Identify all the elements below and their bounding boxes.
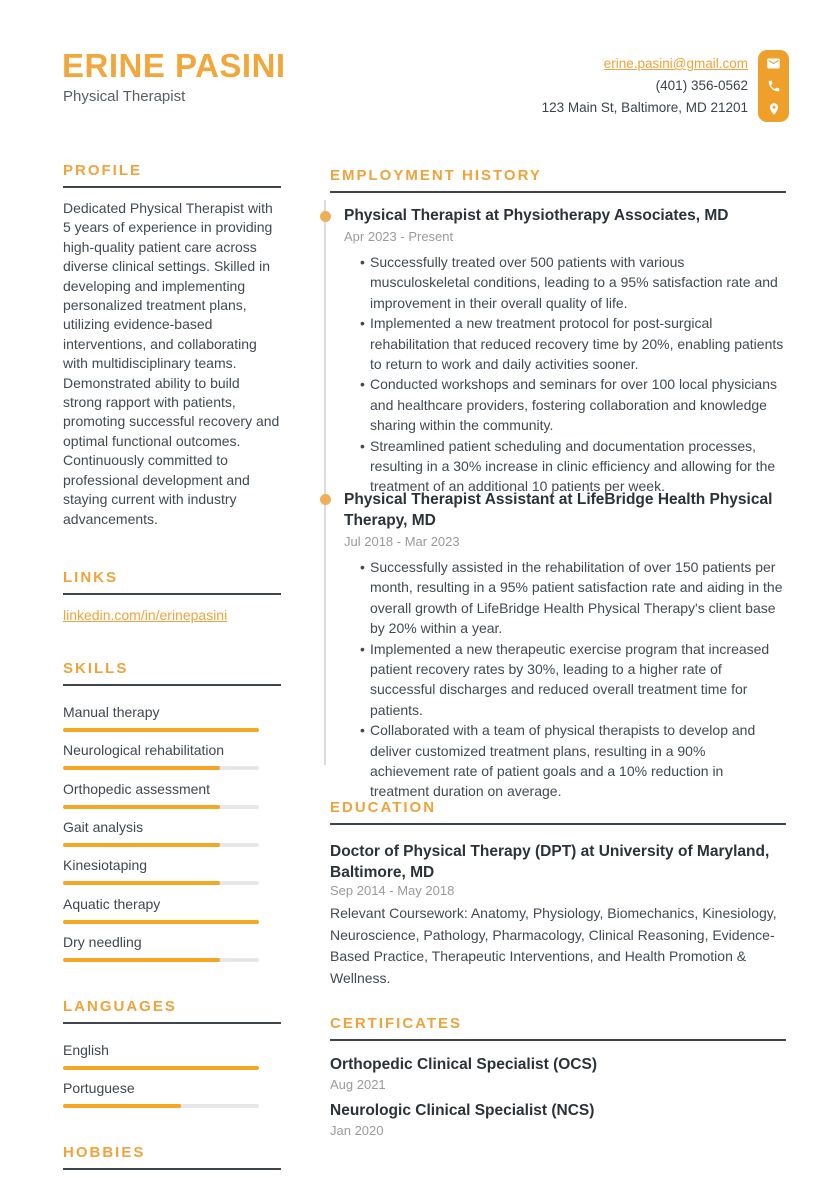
phone-number: (401) 356-0562 xyxy=(655,78,748,93)
contact-block xyxy=(542,53,748,119)
job-bullet: • Collaborated with a team of physical therapists to develop and deliver customized treatment plans, resulting in a 90% achievement rate of patient goals and a 10% reduction in treatment duration on average. xyxy=(344,720,786,802)
person-job-title: Physical Therapist xyxy=(63,88,186,105)
skill-bar-track xyxy=(63,766,259,770)
link-item xyxy=(63,607,281,625)
job-bullet: • Implemented a new treatment protocol for post-surgical rehabilitation that reduced recovery time by 20%, enabling patients to return to work and daily activities sooner. xyxy=(344,313,786,374)
degree-title: Doctor of Physical Therapy (DPT) at University of Maryland, Baltimore, MD xyxy=(330,843,770,881)
skill-item xyxy=(63,933,281,962)
skill-label: Kinesiotaping xyxy=(63,857,148,873)
skills-heading: SKILLS xyxy=(63,662,281,686)
timeline-dot xyxy=(320,494,331,505)
skill-bar-track xyxy=(63,881,259,885)
language-bar-track xyxy=(63,1066,259,1070)
skill-bar-track xyxy=(63,920,259,924)
skill-item xyxy=(63,895,281,924)
skill-item xyxy=(63,818,281,847)
timeline-dot xyxy=(320,211,331,222)
job-title: Physical Therapist at Physiotherapy Associates, MD xyxy=(344,207,729,224)
skill-bar-track xyxy=(63,805,259,809)
skill-item xyxy=(63,856,281,885)
person-name: ERINE PASINI xyxy=(62,47,286,84)
job-bullet: • Implemented a new therapeutic exercise program that increased patient recovery rates by 30%, leading to a higher rate of successful discharges and reduced overall treatment time for patients. xyxy=(344,639,786,721)
skill-label: Dry needling xyxy=(63,934,142,950)
skill-label: Gait analysis xyxy=(63,819,144,835)
certificate-title: Orthopedic Clinical Specialist (OCS) xyxy=(330,1056,597,1073)
skill-bar-fill xyxy=(63,958,220,962)
skill-bar-fill xyxy=(63,881,220,885)
location-pin-icon xyxy=(767,102,781,116)
language-label: Portuguese xyxy=(63,1080,135,1096)
skill-item xyxy=(63,703,281,732)
job-entry xyxy=(344,489,786,802)
skill-bar-track xyxy=(63,843,259,847)
language-bar-fill xyxy=(63,1104,181,1108)
skill-label: Orthopedic assessment xyxy=(63,781,211,797)
job-dates: Jul 2018 - Mar 2023 xyxy=(344,534,460,549)
certificate-entry xyxy=(330,1055,786,1093)
job-title: Physical Therapist Assistant at LifeBridge Health Physical Therapy, MD xyxy=(344,491,773,529)
job-bullet: • Conducted workshops and seminars for over 100 local physicians and healthcare providers, fostering collaboration and knowledge sharing within the community. xyxy=(344,374,786,435)
skill-bar-fill xyxy=(63,766,220,770)
language-item xyxy=(63,1041,281,1070)
skill-item xyxy=(63,741,281,770)
linkedin-link[interactable]: linkedin.com/in/erinepasini xyxy=(63,607,228,623)
skill-bar-fill xyxy=(63,920,259,924)
profile-heading: PROFILE xyxy=(63,164,281,188)
certificates-heading: CERTIFICATES xyxy=(330,1017,786,1041)
hobbies-heading: HOBBIES xyxy=(63,1146,281,1170)
phone-icon xyxy=(767,79,781,93)
profile-text: Dedicated Physical Therapist with 5 years of experience in providing high-quality patient care across diverse clinical settings. Skilled in developing and implementing personalized treatment plans, utilizing evidence-based interventions, and collaborating with multidisciplinary teams. Demonstrated ability to build strong rapport with patients, promoting successful recovery and optimal functional outcomes. Continuously committed to professional development and staying current with industry advancements. xyxy=(63,200,280,527)
job-bullet: • Successfully assisted in the rehabilitation of over 150 patients per month, resulting in a 95% patient satisfaction rate and aiding in the overall growth of LifeBridge Health Physical Therapy's client base by 20% within a year. xyxy=(344,557,786,639)
language-bar-track xyxy=(63,1104,259,1108)
contact-icon-bar xyxy=(758,50,789,122)
education-heading: EDUCATION xyxy=(330,801,786,825)
job-bullet: • Successfully treated over 500 patients with various musculoskeletal conditions, leading to a 95% satisfaction rate and improvement in their overall quality of life. xyxy=(344,252,786,313)
skill-item xyxy=(63,780,281,809)
certificate-entry xyxy=(330,1101,786,1139)
job-dates: Apr 2023 - Present xyxy=(344,229,454,244)
language-bar-fill xyxy=(63,1066,259,1070)
job-bullet-list xyxy=(344,252,786,497)
degree-dates: Sep 2014 - May 2018 xyxy=(330,883,455,898)
language-label: English xyxy=(63,1042,109,1058)
job-bullet-list xyxy=(344,557,786,802)
skill-bar-track xyxy=(63,728,259,732)
certificate-dates: Jan 2020 xyxy=(330,1123,384,1138)
skill-bar-track xyxy=(63,958,259,962)
language-item xyxy=(63,1079,281,1108)
employment-history-heading: EMPLOYMENT HISTORY xyxy=(330,169,786,193)
timeline-line xyxy=(324,200,326,765)
education-entry xyxy=(330,841,786,990)
skill-label: Aquatic therapy xyxy=(63,896,161,912)
job-entry xyxy=(344,205,786,497)
skill-bar-fill xyxy=(63,805,220,809)
languages-heading: LANGUAGES xyxy=(63,1000,281,1024)
links-heading: LINKS xyxy=(63,571,281,595)
envelope-icon xyxy=(766,56,781,71)
job-bullet: • Streamlined patient scheduling and documentation processes, resulting in a 30% increase in clinic efficiency and allowing for the treatment of an additional 10 patients per week. xyxy=(344,436,786,497)
skill-label: Manual therapy xyxy=(63,704,160,720)
skill-bar-fill xyxy=(63,728,259,732)
certificate-title: Neurologic Clinical Specialist (NCS) xyxy=(330,1102,595,1119)
postal-address: 123 Main St, Baltimore, MD 21201 xyxy=(541,100,748,115)
skill-bar-fill xyxy=(63,843,220,847)
email-link[interactable]: erine.pasini@gmail.com xyxy=(603,56,748,71)
degree-description: Relevant Coursework: Anatomy, Physiology, Biomechanics, Kinesiology, Neuroscience, Pathology, Pharmacology, Clinical Reasoning, Evidence-Based Practice, Therapeutic Interventions, and Health Promotion & Wellness. xyxy=(330,905,777,987)
certificate-dates: Aug 2021 xyxy=(330,1077,386,1092)
skill-label: Neurological rehabilitation xyxy=(63,742,225,758)
